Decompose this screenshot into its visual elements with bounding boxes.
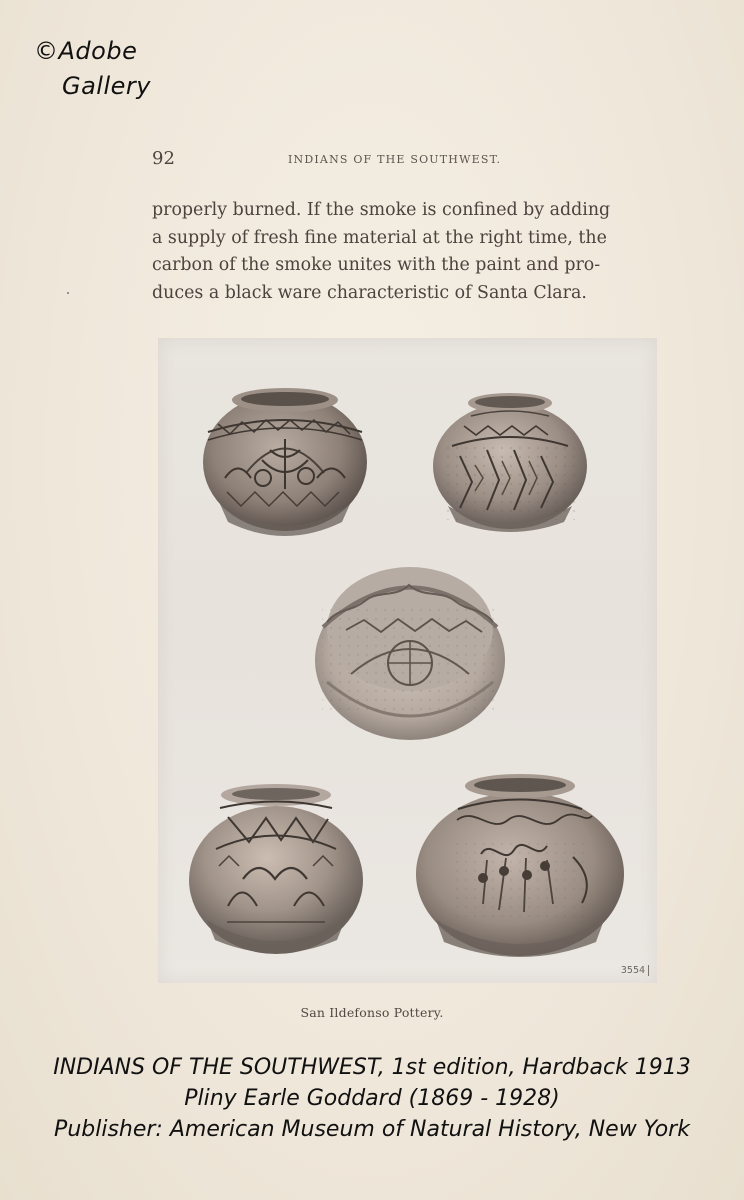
pot-bottom-left [189,784,363,954]
bowl-center [315,567,505,740]
watermark-line-1: ©Adobe [34,37,138,65]
body-paragraph [152,197,662,307]
watermark-line-2: Gallery [62,72,151,100]
body-line-1: properly burned. If the smoke is confined by adding [152,200,611,220]
margin-dot [67,292,69,294]
body-line-2: a supply of fresh fine material at the right time, the [152,227,607,248]
credit-line-3: Publisher: American Museum of Natural History, New York [54,1117,690,1142]
running-head [152,148,660,172]
adobe-gallery-watermark [34,34,151,104]
running-title: INDIANS OF THE SOUTHWEST. [288,153,502,166]
pottery-illustration [158,338,657,983]
plate-number: 3554 [621,965,649,976]
credit-line-2: Pliny Earle Goddard (1869 - 1928) [184,1086,560,1111]
pot-top-right [433,393,587,532]
pot-bottom-right [416,774,624,957]
body-line-4: duces a black ware characteristic of Santa Clara. [152,282,587,303]
plate-caption: San Ildefonso Pottery. [300,1005,444,1020]
credit-line-1: INDIANS OF THE SOUTHWEST, 1st edition, Hardback 1913 [53,1055,691,1080]
body-line-3: carbon of the smoke unites with the paint and pro- [152,255,601,275]
pot-top-left [203,388,367,536]
pottery-plate-photograph [158,338,657,983]
page-number: 92 [152,148,175,169]
footer-credit [0,1052,744,1145]
